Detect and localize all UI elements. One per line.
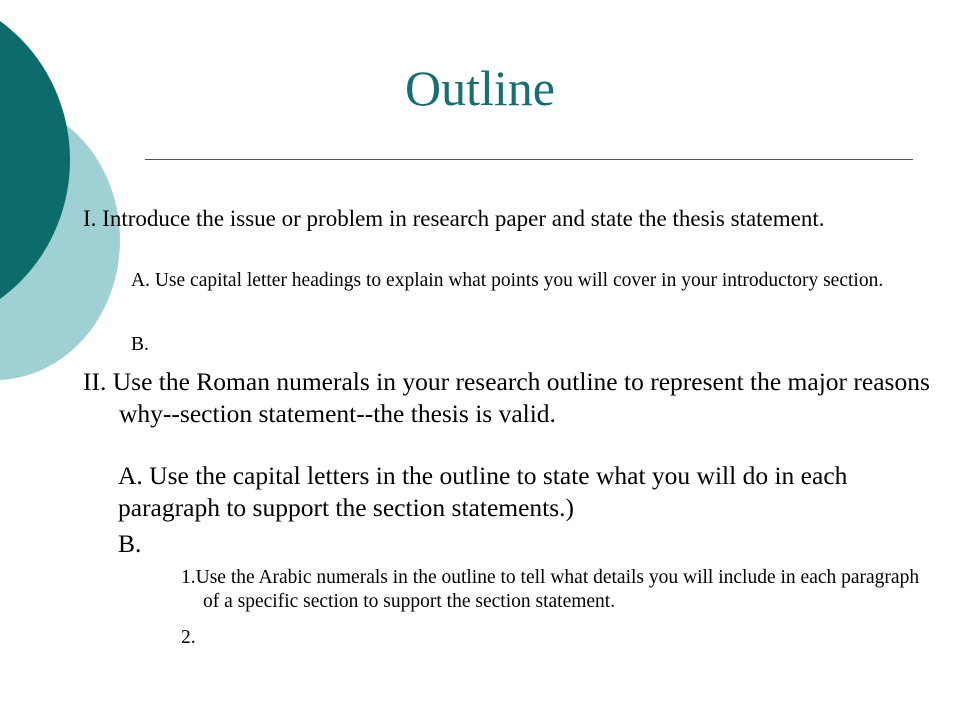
outline-item-section-2-a: A. Use the capital letters in the outline to state what you will do in each paragraph to support the section statements.) — [118, 461, 848, 522]
title-divider — [145, 159, 913, 160]
outline-item-section-2 — [83, 366, 943, 430]
outline-item-section-1-a-text: A. Use capital letter headings to explain what points you will cover in your introductory section. — [131, 270, 884, 291]
slide-title: Outline — [405, 60, 555, 116]
outline-item-section-2-b: B. — [118, 529, 142, 558]
outline-item-section-2-b-2: 2. — [181, 627, 196, 648]
outline-item-section-1 — [83, 205, 883, 232]
outline-item-section-1-text: I. Introduce the issue or problem in research paper and state the thesis statement. — [83, 206, 825, 231]
outline-item-section-1-b: B. — [131, 334, 149, 355]
outline-item-section-1-a — [131, 269, 921, 293]
outline-item-section-2-b-1 — [181, 566, 921, 614]
outline-item-section-2-text: II. Use the Roman numerals in your research outline to represent the major reasons why--section statement--the thesis is valid. — [83, 367, 930, 428]
outline-item-section-2-b-1-text: 1.Use the Arabic numerals in the outline to tell what details you will include in each paragraph of a specific section to support the section statement. — [181, 567, 920, 612]
